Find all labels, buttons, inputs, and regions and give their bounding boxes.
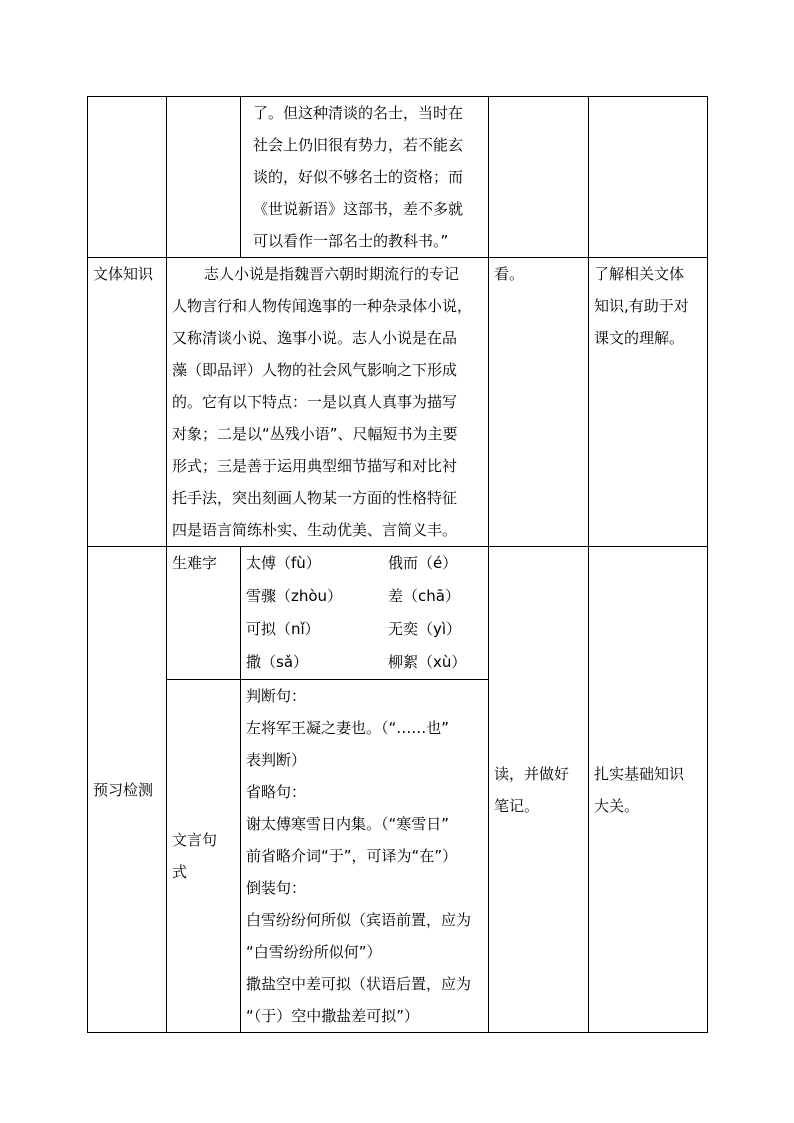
content-line: 《世说新语》这部书，差不多就: [253, 200, 464, 218]
pinyin-item: 柳絮（xù）: [388, 653, 467, 671]
content-line: 形式；三是善于运用典型细节描写和对比衬: [172, 457, 458, 475]
content-line: 撒盐空中差可拟（状语后置，应为: [246, 975, 472, 993]
content-line: “白雪纷纷所似何”）: [246, 943, 382, 961]
pinyin-item: 雪骤（zhòu）: [246, 587, 343, 605]
activity-cell: 看。: [489, 258, 589, 547]
content-line: 志人小说是指魏晋六朝时期流行的专记: [204, 265, 460, 283]
content-line: 判断句：: [246, 687, 307, 705]
sub-label: [167, 680, 241, 1033]
table-row-preview-characters: [88, 547, 708, 680]
content-line: 谈的，好似不够名士的资格；而: [253, 168, 464, 186]
quote-continuation-cell: [241, 97, 489, 258]
content-line: 托手法，突出刻画人物某一方面的性格特征: [172, 489, 458, 507]
content-line: 左将军王凝之妻也。（“……也”: [246, 719, 450, 737]
style-knowledge-content: [167, 258, 489, 547]
purpose-line: 知识,有助于对: [594, 297, 689, 315]
table-row-style-knowledge: [88, 258, 708, 547]
content-line: 前省略介词“于”，可译为“在”）: [246, 847, 458, 865]
pinyin-item: 差（chā）: [388, 587, 460, 605]
content-line: 倒装句：: [246, 879, 307, 897]
row-label: 文体知识: [88, 258, 167, 547]
content-line: 的。它有以下特点：一是以真人真事为描写: [172, 393, 458, 411]
table-row-continuation: [88, 97, 708, 258]
classical-syntax-content: [241, 680, 489, 1033]
empty-cell: [167, 97, 241, 258]
purpose-line: 大关。: [594, 796, 640, 815]
content-line: 藻（即品评）人物的社会风气影响之下形成: [172, 361, 458, 379]
pinyin-item: 俄而（é）: [388, 554, 458, 572]
purpose-line: 扎实基础知识: [594, 764, 685, 783]
pinyin-item: 太傅（fù）: [246, 554, 321, 572]
purpose-cell: [589, 258, 708, 547]
content-line: 谢太傅寒雪日内集。（“寒雪日”: [246, 815, 450, 833]
sub-label: 生难字: [167, 547, 241, 680]
content-line: 又称清谈小说、逸事小说。志人小说是在品: [172, 329, 458, 347]
content-line: 四是语言简练朴实、生动优美、言简义丰。: [172, 521, 458, 539]
sub-label-line: 式: [172, 863, 188, 881]
label-cell-empty: [88, 97, 167, 258]
content-line: 可以看作一部名士的教科书。”: [253, 232, 449, 250]
activity-cell-empty: [489, 97, 589, 258]
content-line: “（于）空中撒盐差可拟”）: [246, 1007, 420, 1025]
content-line: 了。但这种清谈的名士，当时在: [253, 104, 464, 122]
pinyin-grid: [246, 547, 483, 679]
difficult-characters-cell: [241, 547, 489, 680]
content-line: 人物言行和人物传闻逸事的一种杂录体小说，: [172, 297, 473, 315]
content-line: 表判断）: [246, 751, 307, 769]
pinyin-item: 无奕（yì）: [388, 620, 462, 638]
content-line: 省略句：: [246, 783, 307, 801]
lesson-plan-table: [87, 96, 708, 1033]
purpose-cell-empty: [589, 97, 708, 258]
purpose-cell: [589, 547, 708, 1033]
pinyin-item: 可拟（nǐ）: [246, 620, 320, 638]
row-label: 预习检测: [88, 547, 167, 1033]
content-line: 社会上仍旧很有势力，若不能玄: [253, 136, 464, 154]
sub-label-line: 文言句: [172, 831, 218, 849]
purpose-line: 课文的理解。: [594, 329, 685, 347]
content-line: 对象；二是以“丛残小语”、尺幅短书为主要: [172, 425, 458, 443]
activity-line: 读，并做好: [494, 764, 570, 783]
pinyin-item: 撒（sǎ）: [246, 653, 309, 671]
activity-line: 笔记。: [494, 796, 540, 815]
activity-cell: [489, 547, 589, 1033]
content-line: 白雪纷纷何所似（宾语前置，应为: [246, 911, 472, 929]
purpose-line: 了解相关文体: [594, 265, 685, 283]
